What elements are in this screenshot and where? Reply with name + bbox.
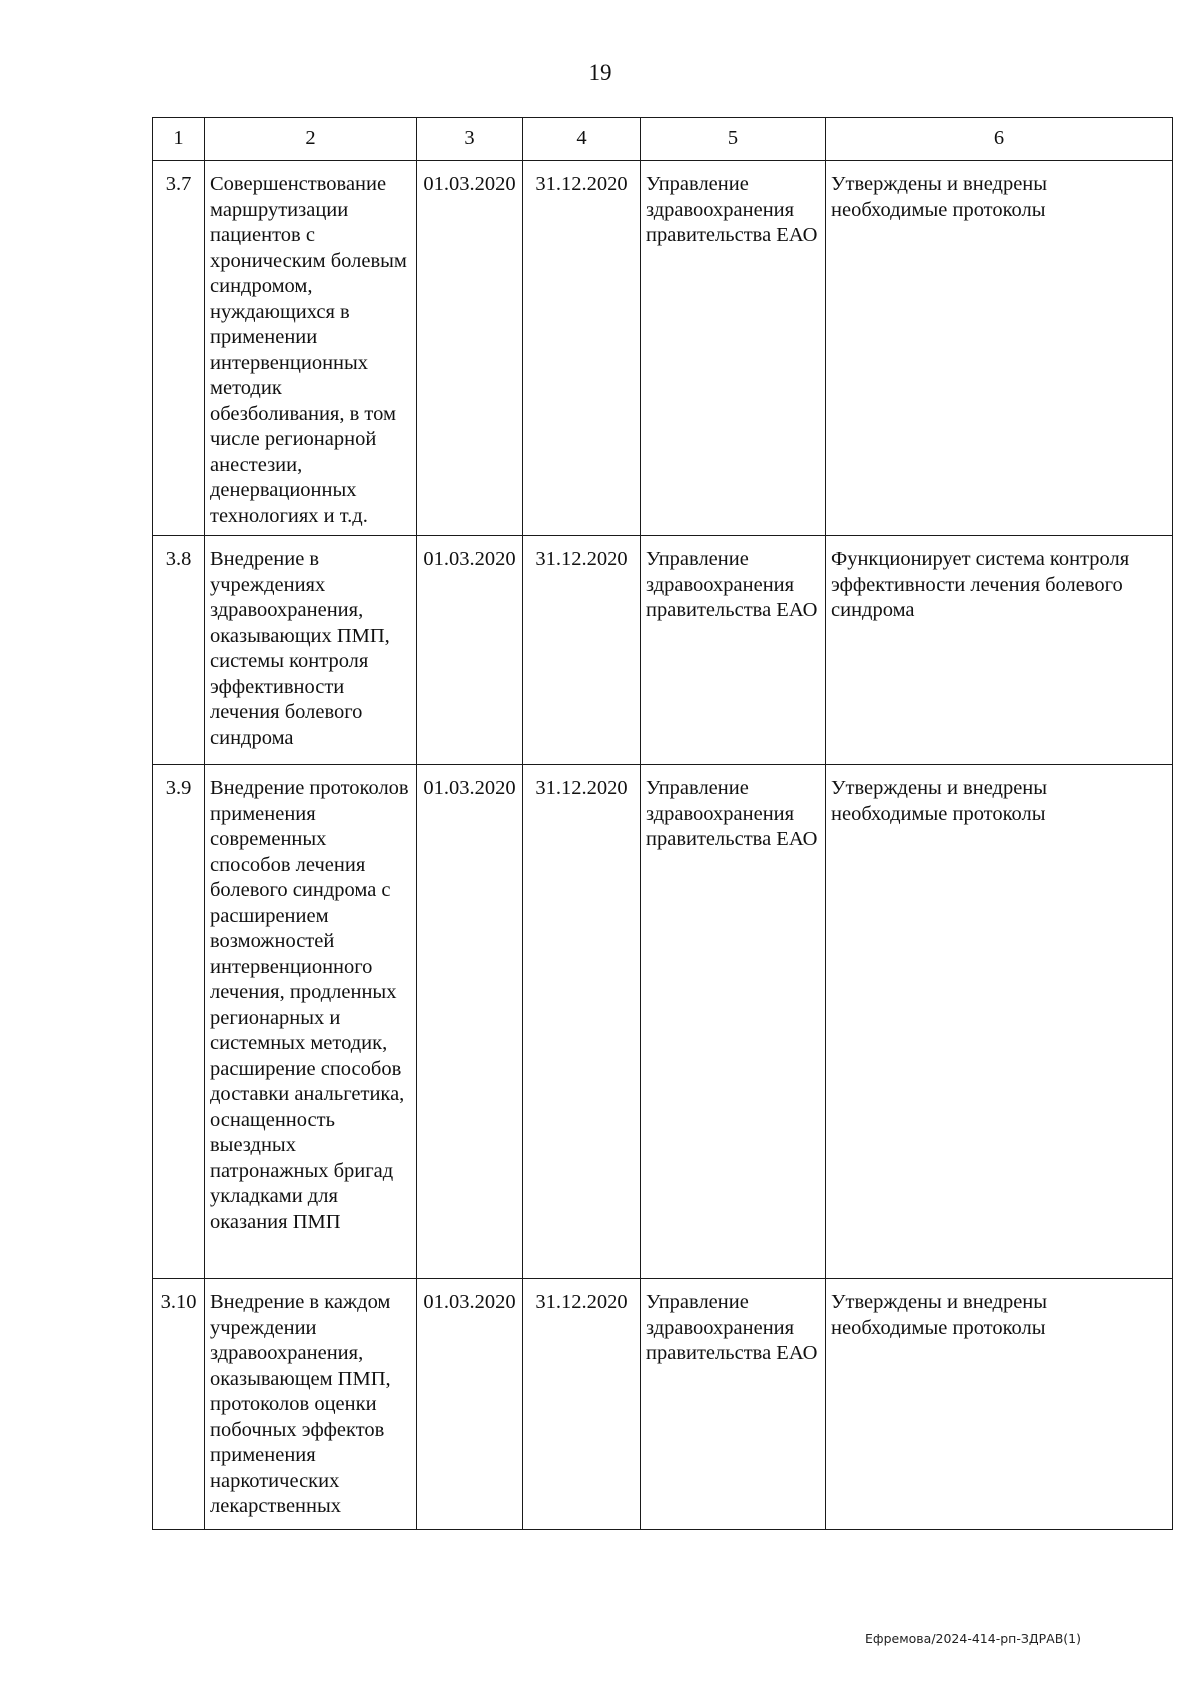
activity-cell: Совершенствование маршрутизации пациентов с хроническим болевым синдромом, нуждающихся в применении интервенционных методик обезболивания, в том числе регионарной анестезии, денервационных технологиях и т.д. (205, 161, 417, 536)
activity-cell: Внедрение протоколов применения современных способов лечения болевого синдрома с расширением возможностей интервенционного лечения, продленных регионарных и системных методик, расширение способов доставки анальгетика, оснащенность выездных патронажных бригад укладками для оказания ПМП (205, 765, 417, 1279)
row-number: 3.8 (153, 536, 205, 765)
result-cell: Утверждены и внедрены необходимые протоколы (826, 1279, 1173, 1530)
header-col-4: 4 (523, 118, 641, 161)
start-date-cell: 01.03.2020 (417, 536, 523, 765)
start-date-cell: 01.03.2020 (417, 765, 523, 1279)
start-date-cell: 01.03.2020 (417, 161, 523, 536)
responsible-cell: Управление здравоохранения правительства ЕАО (641, 536, 826, 765)
table-row (153, 1279, 1173, 1530)
row-number: 3.10 (153, 1279, 205, 1530)
end-date-cell: 31.12.2020 (523, 765, 641, 1279)
document-reference: Ефремова/2024-414-рп-ЗДРАВ(1) (865, 1631, 1081, 1646)
end-date-cell: 31.12.2020 (523, 161, 641, 536)
row-number: 3.7 (153, 161, 205, 536)
header-col-2: 2 (205, 118, 417, 161)
page-number: 19 (588, 60, 612, 85)
end-date-cell: 31.12.2020 (523, 536, 641, 765)
result-cell: Утверждены и внедрены необходимые протоколы (826, 765, 1173, 1279)
responsible-cell: Управление здравоохранения правительства ЕАО (641, 765, 826, 1279)
header-col-6: 6 (826, 118, 1173, 161)
table-row (153, 536, 1173, 765)
table-header-row (153, 118, 1173, 161)
table-row (153, 765, 1173, 1279)
header-col-1: 1 (153, 118, 205, 161)
header-col-3: 3 (417, 118, 523, 161)
end-date-cell: 31.12.2020 (523, 1279, 641, 1530)
result-cell: Утверждены и внедрены необходимые протоколы (826, 161, 1173, 536)
activity-cell: Внедрение в каждом учреждении здравоохранения, оказывающем ПМП, протоколов оценки побочных эффектов применения наркотических лекарственных (205, 1279, 417, 1530)
start-date-cell: 01.03.2020 (417, 1279, 523, 1530)
plan-table (152, 117, 1173, 1530)
table-row (153, 161, 1173, 536)
responsible-cell: Управление здравоохранения правительства ЕАО (641, 1279, 826, 1530)
row-number: 3.9 (153, 765, 205, 1279)
result-cell: Функционирует система контроля эффективности лечения болевого синдрома (826, 536, 1173, 765)
header-col-5: 5 (641, 118, 826, 161)
responsible-cell: Управление здравоохранения правительства ЕАО (641, 161, 826, 536)
activity-cell: Внедрение в учреждениях здравоохранения, оказывающих ПМП, системы контроля эффективности лечения болевого синдрома (205, 536, 417, 765)
